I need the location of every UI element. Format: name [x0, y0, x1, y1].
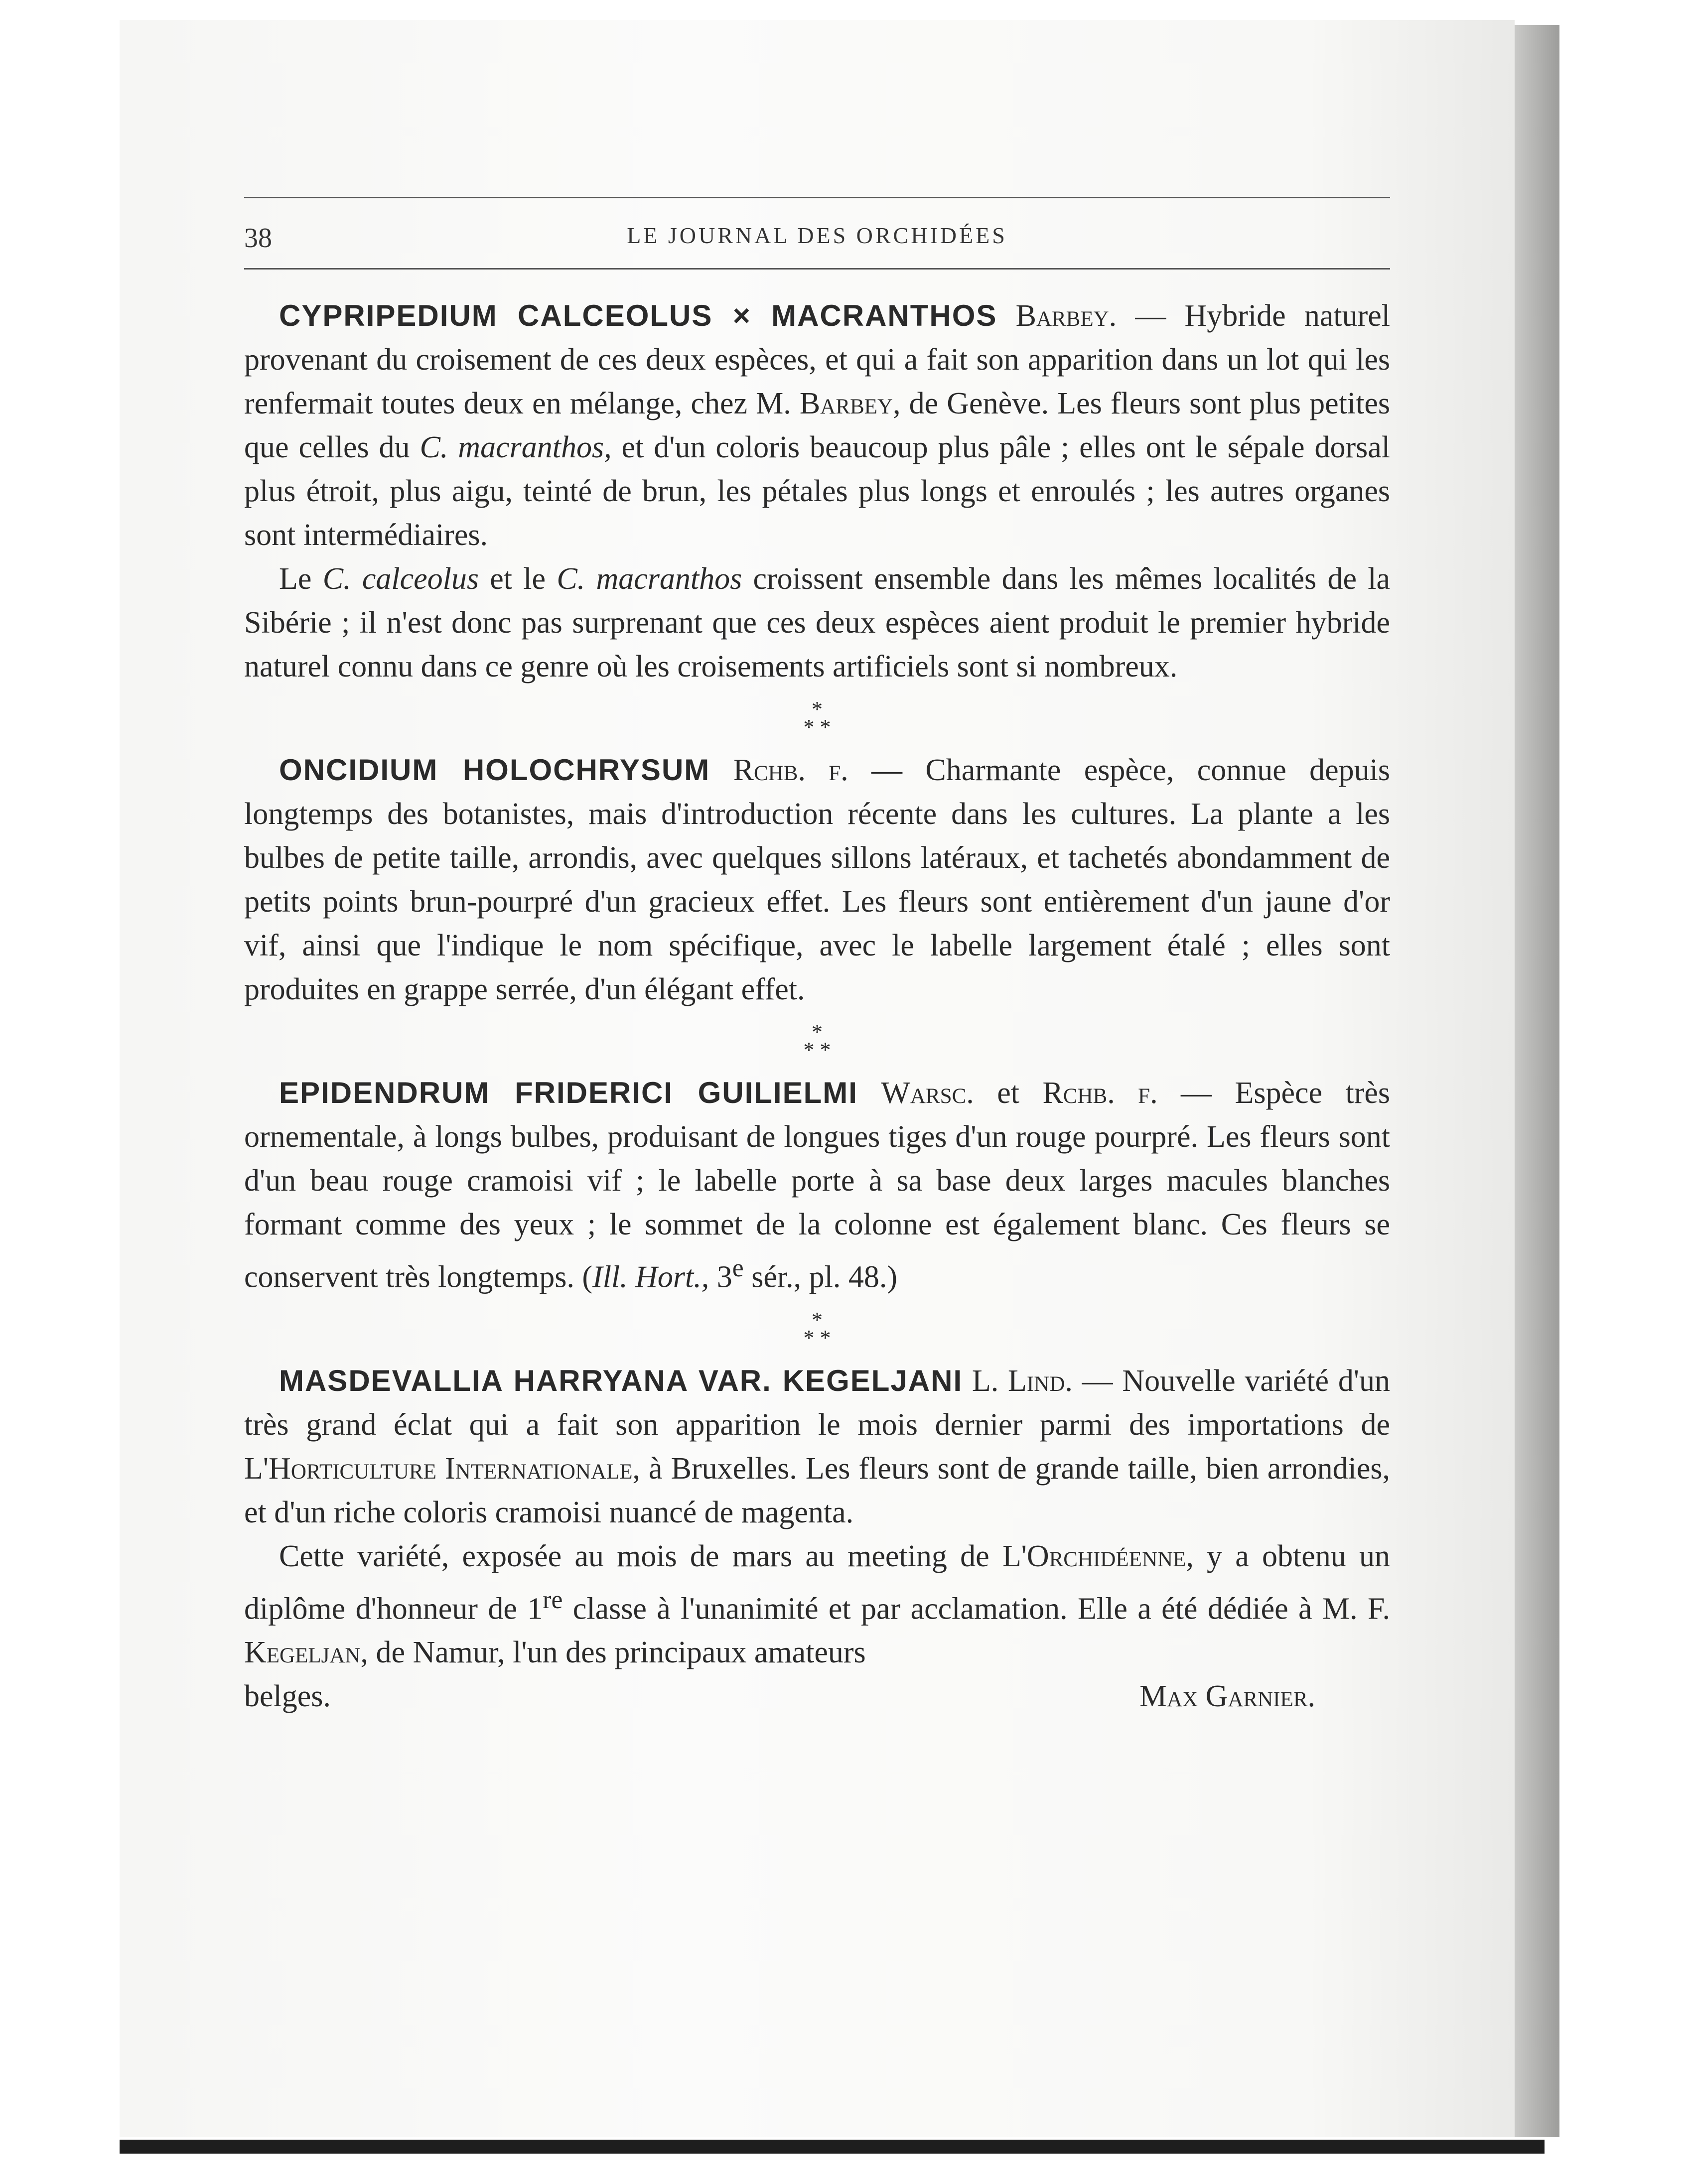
entry-title: ONCIDIUM HOLOCHRYSUM: [279, 753, 710, 787]
entry-text: — Hybride naturel provenant du croisement de ces deux espèces, et qui a fait son apparition dans un lot qui les renfermait toutes deux en mélange, chez M.: [244, 299, 1390, 420]
entry-text: sér., pl. 48.): [743, 1260, 897, 1294]
entry-author: Rchb. f.: [733, 753, 848, 787]
asterism-star: *: [812, 1020, 823, 1044]
superscript: e: [732, 1254, 744, 1282]
author-signature: Max Garnier.: [1139, 1679, 1315, 1714]
entry-text: et le: [478, 562, 557, 596]
entry-text: croissent ensemble dans les mêmes localités de la Sibérie ; il n'est donc pas surprenant que ces deux espèces aient produit le premier hybride naturel connu dans ce genre où les croisements artificiels sont si nombreux.: [244, 562, 1391, 683]
asterism-divider: [244, 1011, 1390, 1071]
asterism-star: *: [812, 697, 823, 721]
entry-cypripedium-paragraph-2: [244, 557, 1390, 688]
page-number: 38: [244, 223, 272, 254]
entry-author: Warsc.: [881, 1076, 974, 1110]
entry-masdevallia: [244, 1359, 1390, 1534]
superscript: re: [543, 1585, 563, 1614]
entry-text: et: [974, 1076, 1043, 1110]
entry-author: Rchb. f.: [1042, 1076, 1158, 1110]
organization-name: L'Orchidéenne: [1002, 1539, 1186, 1573]
entry-text: , de Namur, l'un des principaux amateurs: [360, 1636, 866, 1670]
entry-title: CYPRIPEDIUM CALCEOLUS × MACRANTHOS: [279, 299, 997, 332]
entry-text: , de Genève. Les fleurs sont plus petites que celles du: [244, 387, 1390, 464]
species-name: C. macranthos,: [420, 430, 612, 464]
closing-line: [244, 1674, 1390, 1718]
entry-author: L. Lind.: [972, 1364, 1073, 1398]
book-spine-shadow: [1515, 25, 1559, 2137]
entry-text: classe à l'unanimité et par acclamation. Elle a été dédiée à M. F.: [563, 1592, 1390, 1626]
entry-text: — Charmante espèce, connue depuis longtemps des botanistes, mais d'introduction récente dans les cultures. La plante a les bulbes de petite taille, arrondis, avec quelques sillons latéraux, et tachetés abondamment de petits points brun-pourpré d'un gracieux effet. Les fleurs sont entièrement d'un jaune d'or vif, ainsi que l'indique le nom spécifique, avec le labelle largement étalé ; elles sont produites en grappe serrée, d'un élégant effet.: [244, 753, 1391, 1006]
article-body: [244, 294, 1390, 1718]
entry-title: MASDEVALLIA HARRYANA VAR. KEGELJANI: [279, 1364, 963, 1397]
entry-cypripedium: [244, 294, 1390, 557]
entry-oncidium: [244, 748, 1390, 1011]
person-name: Kegeljan: [244, 1636, 361, 1670]
page-header: [244, 197, 1390, 270]
asterism-stars: * *: [803, 715, 831, 739]
reference-title: Ill. Hort.,: [592, 1260, 709, 1294]
entry-text: 3: [709, 1260, 732, 1294]
asterism-divider: [244, 1299, 1390, 1359]
species-name: C. calceolus: [322, 562, 479, 596]
entry-text: belges.: [244, 1679, 331, 1714]
running-head: LE JOURNAL DES ORCHIDÉES: [627, 223, 1007, 248]
entry-epidendrum: [244, 1071, 1390, 1299]
asterism-divider: [244, 688, 1390, 748]
entry-text: Cette variété, exposée au mois de mars au meeting de: [279, 1539, 1002, 1573]
organization-name: L'Horticulture Internationale: [244, 1451, 633, 1486]
entry-masdevallia-paragraph-2: [244, 1534, 1390, 1675]
person-name: Barbey: [799, 387, 893, 420]
entry-text: , à Bruxelles. Les fleurs sont de grande taille, bien arrondies, et d'un riche coloris cramoisi nuancé de magenta.: [244, 1451, 1390, 1529]
entry-title: EPIDENDRUM FRIDERICI GUILIELMI: [279, 1076, 858, 1109]
scan-bottom-edge: [120, 2140, 1545, 2154]
entry-text: — Nouvelle variété d'un très grand éclat qui a fait son apparition le mois dernier parmi des importations de: [244, 1364, 1391, 1442]
entry-text: — Espèce très ornementale, à longs bulbes, produisant de longues tiges d'un rouge pourpré. Les fleurs sont d'un beau rouge cramoisi vif ; le labelle porte à sa base deux larges macules blanches formant comme des yeux ; le sommet de la colonne est également blanc. Ces fleurs se conservent très longtemps. (: [244, 1076, 1391, 1294]
entry-text: Le: [279, 562, 323, 596]
asterism-stars: * *: [803, 1038, 831, 1062]
entry-text: , y a obtenu un diplôme d'honneur de 1: [244, 1539, 1390, 1626]
asterism-stars: * *: [803, 1325, 831, 1350]
entry-author: Barbey.: [1015, 299, 1117, 333]
species-name: C. macranthos: [557, 562, 742, 596]
asterism-star: *: [812, 1307, 823, 1332]
entry-text: et d'un coloris beaucoup plus pâle ; elles ont le sépale dorsal plus étroit, plus aigu, teinté de brun, les pétales plus longs et enroulés ; les autres organes sont intermédiaires.: [244, 430, 1390, 552]
